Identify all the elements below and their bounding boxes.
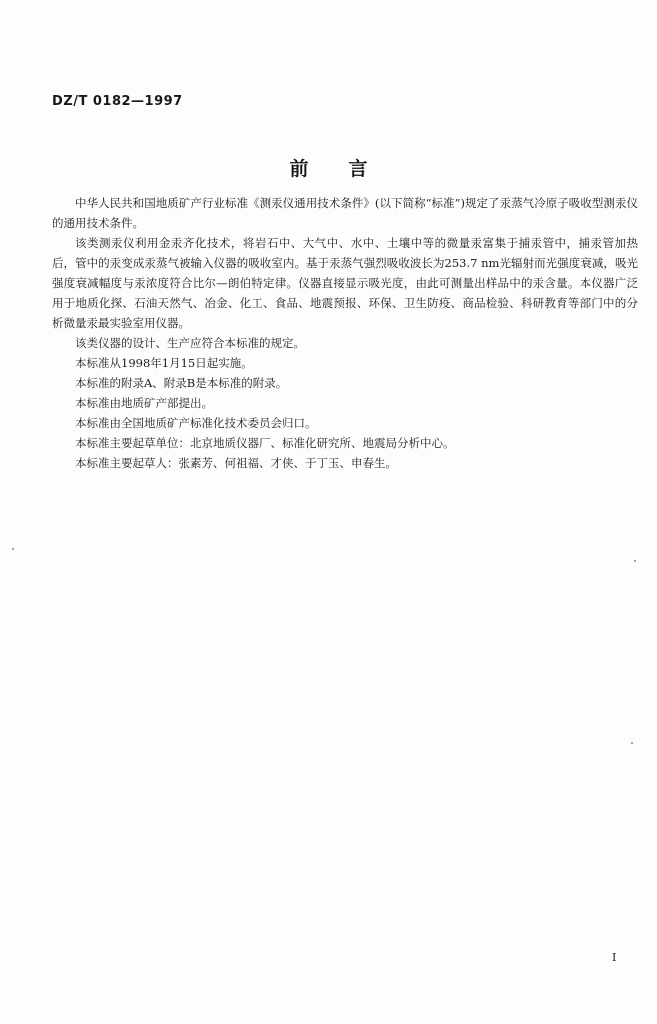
page-number: I xyxy=(612,951,617,964)
paragraph-compliance: 该类仪器的设计、生产应符合本标准的规定。 xyxy=(75,336,305,350)
scan-speck xyxy=(12,548,14,550)
paragraph-proposer: 本标准由地质矿产部提出。 xyxy=(75,396,213,410)
foreword-body xyxy=(52,193,638,473)
scan-speck xyxy=(634,560,636,562)
paragraph-administrator: 本标准由全国地质矿产标准化技术委员会归口。 xyxy=(75,416,317,430)
page-title: 前言 xyxy=(289,158,408,180)
paragraph-drafters: 本标准主要起草人：张素芳、何祖福、才侠、于丁玉、申春生。 xyxy=(75,456,397,470)
scan-speck xyxy=(631,742,633,744)
paragraph-principle: 该类测汞仪利用金汞齐化技术，将岩石中、大气中、水中、土壤中等的微量汞富集于捕汞管中，捕汞管加热后，管中的汞变成汞蒸气被输入仪器的吸收室内。基于汞蒸气强烈吸收波长为253.7 nm光辐射而光强度衰减，吸光强度衰减幅度与汞浓度符合比尔—朗伯特定律。仪器直接显示吸光度，由此可测量出样品中的汞含量。本仪器广泛用于地质化探、石油天然气、冶金、化工、食品、地震预报、环保、卫生防疫、商品检验、科研教育等部门中的分析微量汞最实验室用仪器。 xyxy=(52,236,638,330)
paragraph-drafting-units: 本标准主要起草单位：北京地质仪器厂、标准化研究所、地震局分析中心。 xyxy=(75,436,455,450)
paragraph-effective-date: 本标准从1998年1月15日起实施。 xyxy=(75,356,253,370)
paragraph-appendices: 本标准的附录A、附录B是本标准的附录。 xyxy=(75,376,288,390)
standard-code: DZ/T 0182—1997 xyxy=(52,94,183,109)
paragraph-scope: 中华人民共和国地质矿产行业标准《测汞仪通用技术条件》(以下简称“标准”)规定了汞蒸气冷原子吸收型测汞仪的通用技术条件。 xyxy=(52,196,638,230)
